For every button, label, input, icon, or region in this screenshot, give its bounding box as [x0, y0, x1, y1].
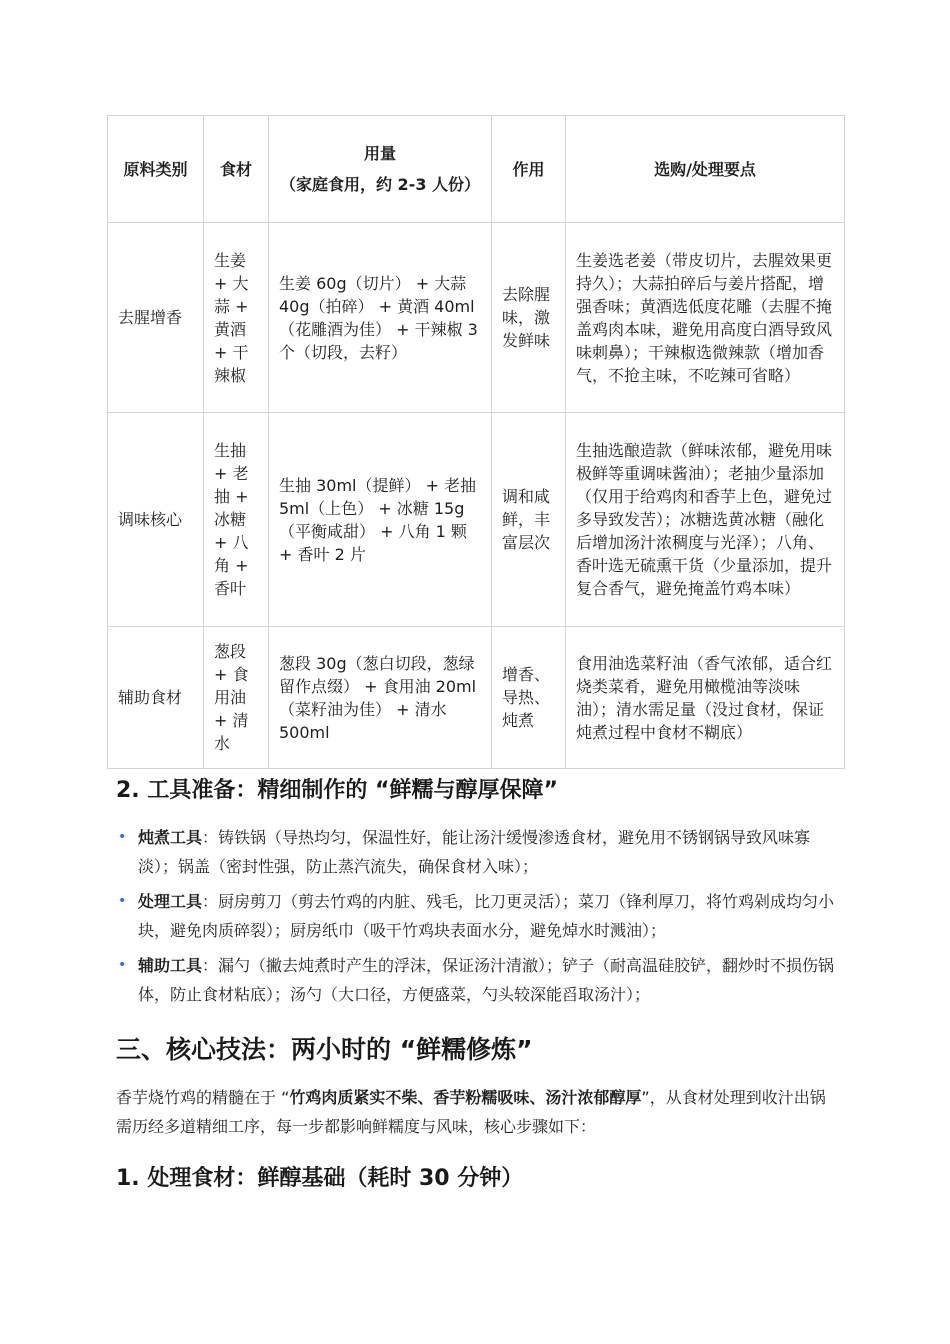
bullet-icon: •: [118, 957, 127, 973]
bullet-icon: •: [118, 829, 127, 845]
ingredient-table: [107, 115, 845, 769]
table-row: [108, 223, 845, 413]
header-amount-line1: 用量: [363, 144, 396, 163]
cell-amount: 生抽 30ml（提鲜） + 老抽 5ml（上色） + 冰糖 15g（平衡咸甜） + 八角 1 颗 + 香叶 2 片: [269, 413, 492, 627]
bullet-icon: •: [118, 893, 127, 909]
intro-suffix: ”，从食材处理到收汁出锅需历经多道精细工序，每一步都影响鲜糯度与风味，核心步骤如下：: [116, 1088, 826, 1136]
cell-ingredient: 生抽 + 老抽 + 冰糖 + 八角 + 香叶: [204, 413, 269, 627]
table-row: [108, 627, 845, 769]
table-header-row: [108, 116, 845, 223]
cell-ingredient: 葱段 + 食用油 + 清水: [204, 627, 269, 769]
intro-highlight: 竹鸡肉质紧实不柴、香芋粉糯吸味、汤汁浓郁醇厚: [289, 1088, 642, 1107]
list-item: [116, 887, 836, 945]
cell-effect: 增香、导热、炖煮: [492, 627, 566, 769]
list-item: [116, 823, 836, 881]
header-amount: [269, 116, 492, 223]
cell-effect: 调和咸鲜，丰富层次: [492, 413, 566, 627]
cell-tips: 食用油选菜籽油（香气浓郁，适合红烧类菜肴，避免用橄榄油等淡味油）；清水需足量（没过食材，保证炖煮过程中食材不糊底）: [566, 627, 845, 769]
tools-heading: 2. 工具准备：精细制作的 “鲜糯与醇厚保障”: [116, 778, 558, 803]
cell-amount: 生姜 60g（切片） + 大蒜 40g（拍碎） + 黄酒 40ml（花雕酒为佳） + 干辣椒 3 个（切段，去籽）: [269, 223, 492, 413]
list-item: [116, 951, 836, 1009]
cell-effect: 去除腥味，激发鲜味: [492, 223, 566, 413]
tool-label: 炖煮工具: [138, 828, 203, 847]
header-ingredient: 食材: [204, 116, 269, 223]
tool-label: 辅助工具: [138, 956, 203, 975]
intro-prefix: 香芋烧竹鸡的精髓在于 “: [116, 1088, 290, 1107]
header-tips: 选购/处理要点: [566, 116, 845, 223]
cell-tips: 生姜选老姜（带皮切片，去腥效果更持久）；大蒜拍碎后与姜片搭配，增强香味；黄酒选低度花雕（去腥不掩盖鸡肉本味，避免用高度白酒导致风味刺鼻）；干辣椒选微辣款（增加香气，不抢主味，不吃辣可省略）: [566, 223, 845, 413]
tool-text: ：厨房剪刀（剪去竹鸡的内脏、残毛，比刀更灵活）；菜刀（锋利厚刀，将竹鸡剁成均匀小块，避免肉质碎裂）；厨房纸巾（吸干竹鸡块表面水分，避免焯水时溅油）；: [138, 892, 835, 940]
cell-category: 辅助食材: [108, 627, 204, 769]
tools-list: [116, 823, 836, 1015]
cell-ingredient: 生姜 + 大蒜 + 黄酒 + 干辣椒: [204, 223, 269, 413]
header-category: 原料类别: [108, 116, 204, 223]
core-technique-heading: 三、核心技法：两小时的 “鲜糯修炼”: [116, 1035, 533, 1064]
cell-tips: 生抽选酿造款（鲜味浓郁，避免用味极鲜等重调味酱油）；老抽少量添加（仅用于给鸡肉和香芋上色，避免过多导致发苦）；冰糖选黄冰糖（融化后增加汤汁浓稠度与光泽）；八角、香叶选无硫熏干货（少量添加，提升复合香气，避免掩盖竹鸡本味）: [566, 413, 845, 627]
table-row: [108, 413, 845, 627]
cell-category: 调味核心: [108, 413, 204, 627]
tool-text: ：铸铁锅（导热均匀，保温性好，能让汤汁缓慢渗透食材，避免用不锈钢锅导致风味寡淡）；锅盖（密封性强，防止蒸汽流失，确保食材入味）；: [138, 828, 811, 876]
cell-category: 去腥增香: [108, 223, 204, 413]
step-heading: 1. 处理食材：鲜醇基础（耗时 30 分钟）: [116, 1166, 524, 1191]
header-effect: 作用: [492, 116, 566, 223]
cell-amount: 葱段 30g（葱白切段，葱绿留作点缀） + 食用油 20ml（菜籽油为佳） + 清水 500ml: [269, 627, 492, 769]
tool-text: ：漏勺（撇去炖煮时产生的浮沫，保证汤汁清澈）；铲子（耐高温硅胶铲，翻炒时不损伤锅体，防止食材粘底）；汤勺（大口径，方便盛菜，勺头较深能舀取汤汁）；: [138, 956, 835, 1004]
header-amount-line2: （家庭食用，约 2-3 人份）: [279, 175, 481, 194]
tool-label: 处理工具: [138, 892, 203, 911]
intro-paragraph: [116, 1083, 836, 1141]
document-page: [107, 115, 844, 1191]
